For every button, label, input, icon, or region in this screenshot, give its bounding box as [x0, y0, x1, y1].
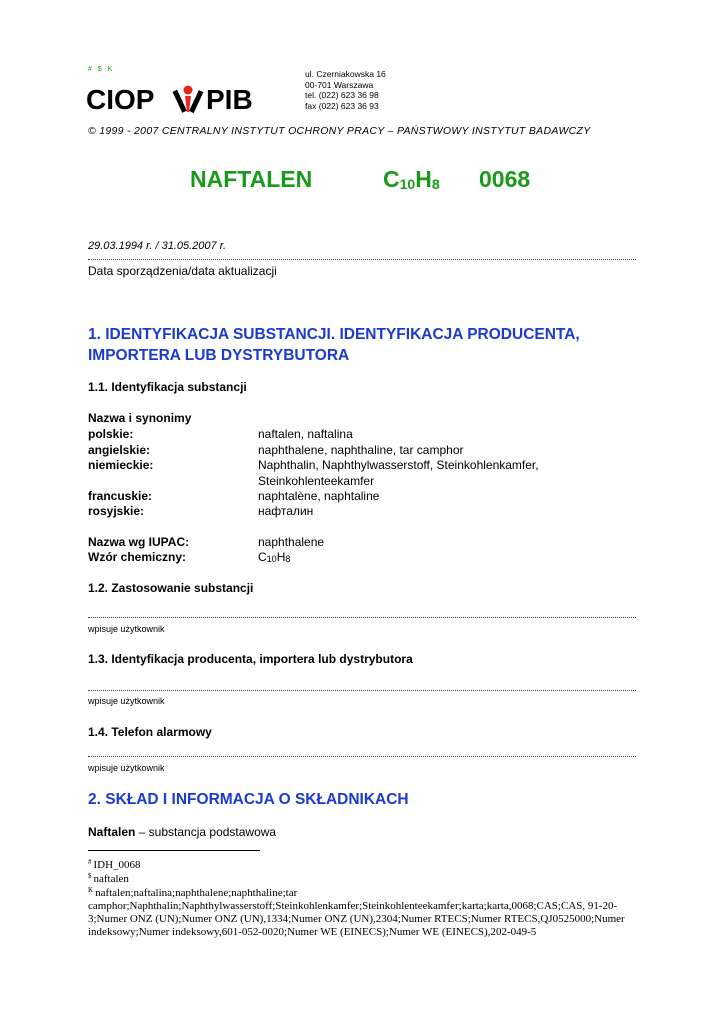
- s14-title: 1.4. Telefon alarmowy: [88, 725, 212, 739]
- s11-title: 1.1. Identyfikacja substancji: [88, 380, 247, 394]
- composition-text: Naftalen – substancja podstawowa: [88, 825, 277, 839]
- name-label: niemieckie:: [88, 458, 154, 472]
- name-label: francuskie:: [88, 489, 153, 503]
- user-note: wpisuje użytkownik: [88, 624, 165, 634]
- user-note: wpisuje użytkownik: [88, 763, 165, 773]
- address-line: fax (022) 623 36 93: [305, 100, 379, 111]
- logo-text-right: PIB: [206, 84, 253, 115]
- name-value: нафталин: [258, 504, 314, 518]
- names-title: Nazwa i synonimy: [88, 411, 192, 425]
- address-line: tel. (022) 623 36 98: [305, 90, 379, 100]
- address-line: 00-701 Warszawa: [305, 79, 374, 90]
- iupac-value: naphthalene: [258, 535, 325, 549]
- footnote: # IDH_0068: [88, 858, 141, 871]
- footnote-separator: [88, 850, 260, 851]
- name-value: Naphthalin, Naphthylwasserstoff, Steinkohlenkamfer,: [258, 458, 539, 472]
- dates-value: 29.03.1994 r. / 31.05.2007 r.: [88, 240, 227, 252]
- logo-text-left: CIOP: [86, 84, 155, 115]
- name-label: polskie:: [88, 427, 134, 441]
- name-value: naphtalène, naphtaline: [258, 489, 380, 503]
- footnote: $^K$ naftalen;naftalina;naphthalene;naphthaline;tar camphor;Naphthalin;Naphthylwasserstoff;Steinkohlenkamfer;Steinkohlenteekamfer;karta;karta,0068;CAS;CAS, 91-20-3;Numer ONZ (UN);Numer ONZ (UN),1334;Numer ONZ (UN),2304;Numer RTECS;Numer RTECS,QJ0525000;Numer indeksowy;Numer indeksowy,601-052-0020;Numer WE (EINECS);Numer WE (EINECS),202-049-5: [88, 886, 625, 938]
- title-formula: $C_{10}H_8$: [383, 166, 440, 192]
- name-value: naftalen, naftalina: [258, 427, 353, 441]
- dates-label: Data sporządzenia/data aktualizacji: [88, 264, 277, 278]
- name-value: naphthalene, naphthaline, tar camphor: [258, 443, 464, 457]
- formula-label: Wzór chemiczny:: [88, 550, 187, 564]
- formula-value: $C_{10}H_8$: [258, 550, 291, 564]
- divider: [88, 259, 636, 260]
- s13-title: 1.3. Identyfikacja producenta, importera lub dystrybutora: [88, 652, 413, 666]
- s12-title: 1.2. Zastosowanie substancji: [88, 581, 254, 595]
- footnote: $ naftalen: [88, 872, 129, 885]
- section1-heading: 1. IDENTYFIKACJA SUBSTANCJI. IDENTYFIKACJA PRODUCENTA, IMPORTERA LUB DYSTRYBUTORA: [88, 326, 580, 364]
- title-number: 0068: [479, 166, 531, 192]
- divider: [88, 617, 636, 618]
- iupac-label: Nazwa wg IUPAC:: [88, 535, 190, 549]
- ciop-pib-logo: [86, 80, 286, 118]
- name-value-cont: Steinkohlenteekamfer: [258, 474, 375, 488]
- title-name: NAFTALEN: [190, 166, 313, 192]
- user-note: wpisuje użytkownik: [88, 696, 165, 706]
- name-label: angielskie:: [88, 443, 151, 457]
- divider: [88, 756, 636, 757]
- address-block: [305, 69, 386, 111]
- copyright-line: © 1999 - 2007 CENTRALNY INSTYTUT OCHRONY PRACY – PAŃSTWOWY INSTYTUT BADAWCZY: [88, 125, 591, 137]
- address-line: ul. Czerniakowska 16: [305, 69, 386, 79]
- index-marks: # $ K: [88, 66, 115, 73]
- divider: [88, 690, 636, 691]
- name-label: rosyjskie:: [88, 504, 145, 518]
- section2-heading: 2. SKŁAD I INFORMACJA O SKŁADNIKACH: [88, 791, 409, 808]
- logo-figure-icon: [173, 86, 204, 114]
